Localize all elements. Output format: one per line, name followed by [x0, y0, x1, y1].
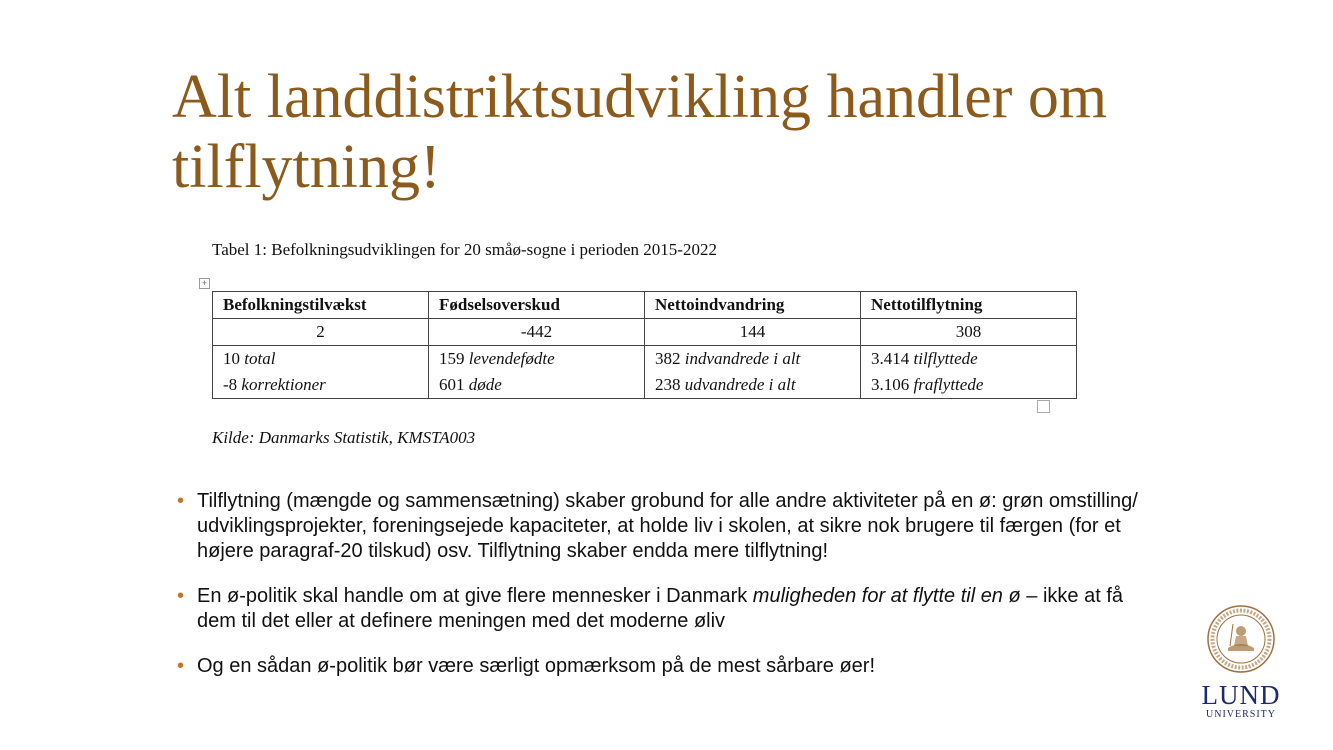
bullet-text: En ø-politik skal handle om at give flere mennesker i Danmark: [197, 585, 753, 607]
detail-label: døde: [468, 375, 502, 394]
detail-label: indvandrede i alt: [684, 349, 801, 368]
detail-num: -8: [223, 375, 238, 394]
lund-university-logo: [1199, 604, 1283, 720]
bullet-item: [177, 489, 1157, 564]
header-cell: Nettoindvandring: [645, 292, 861, 319]
detail-label: fraflyttede: [913, 375, 984, 394]
detail-label: tilflyttede: [913, 349, 978, 368]
table-header-row: [213, 292, 1077, 319]
detail-cell: [861, 346, 1077, 399]
table-resize-handle[interactable]: [1037, 400, 1050, 413]
detail-num: 382: [655, 349, 681, 368]
bullet-list: [177, 489, 1157, 699]
detail-cell: [645, 346, 861, 399]
university-seal-icon: [1206, 604, 1276, 674]
bullet-icon: •: [177, 655, 185, 677]
population-table: [212, 291, 1077, 399]
detail-num: 238: [655, 375, 681, 394]
bullet-text: Tilflytning (mængde og sammensætning) skaber grobund for alle andre aktiviteter på en ø: grøn omstilling/ udviklingsprojekter, foreningsejede kapaciteter, at holde liv i skolen, at sikre nok brugere til færgen (for et højere paragraf-20 tilskud) osv. Tilflytning skaber endda mere tilflytning!: [197, 490, 1138, 562]
table-row: [213, 319, 1077, 346]
detail-label: korrektioner: [241, 375, 326, 394]
table-source: Kilde: Danmarks Statistik, KMSTA003: [212, 428, 476, 447]
detail-num: 3.106: [871, 375, 910, 394]
detail-num: 601: [439, 375, 465, 394]
value-cell: 144: [645, 319, 861, 346]
value-cell: 308: [861, 319, 1077, 346]
slide-title: Alt landdistriktsudvikling handler om tilflytning!: [172, 63, 1108, 201]
value-cell: 2: [213, 319, 429, 346]
detail-num: 10: [223, 349, 240, 368]
detail-num: 159: [439, 349, 465, 368]
header-cell: Befolkningstilvækst: [213, 292, 429, 319]
bullet-text: – ikke at få dem til det eller at definere meningen med det moderne øliv: [197, 585, 1123, 632]
logo-subtitle: UNIVERSITY: [1206, 709, 1276, 720]
bullet-emphasis: muligheden for at flytte til en ø: [752, 585, 1021, 607]
table-caption: Tabel 1: Befolkningsudviklingen for 20 småø-sogne i perioden 2015-2022: [212, 240, 717, 259]
bullet-item: [177, 584, 1157, 634]
bullet-text: Og en sådan ø-politik bør være særligt opmærksom på de mest sårbare øer!: [197, 655, 876, 677]
table-row: [213, 346, 1077, 399]
detail-label: udvandrede i alt: [684, 375, 796, 394]
logo-name: LUND: [1201, 680, 1281, 710]
detail-label: total: [244, 349, 276, 368]
detail-num: 3.414: [871, 349, 910, 368]
header-cell: Nettotilflytning: [861, 292, 1077, 319]
value-cell: -442: [429, 319, 645, 346]
header-cell: Fødselsoverskud: [429, 292, 645, 319]
detail-cell: [213, 346, 429, 399]
detail-label: levendefødte: [468, 349, 555, 368]
bullet-item: [177, 654, 1157, 679]
bullet-icon: •: [177, 585, 185, 607]
bullet-icon: •: [177, 490, 185, 512]
detail-cell: [429, 346, 645, 399]
table-move-handle-icon[interactable]: +: [199, 278, 210, 289]
